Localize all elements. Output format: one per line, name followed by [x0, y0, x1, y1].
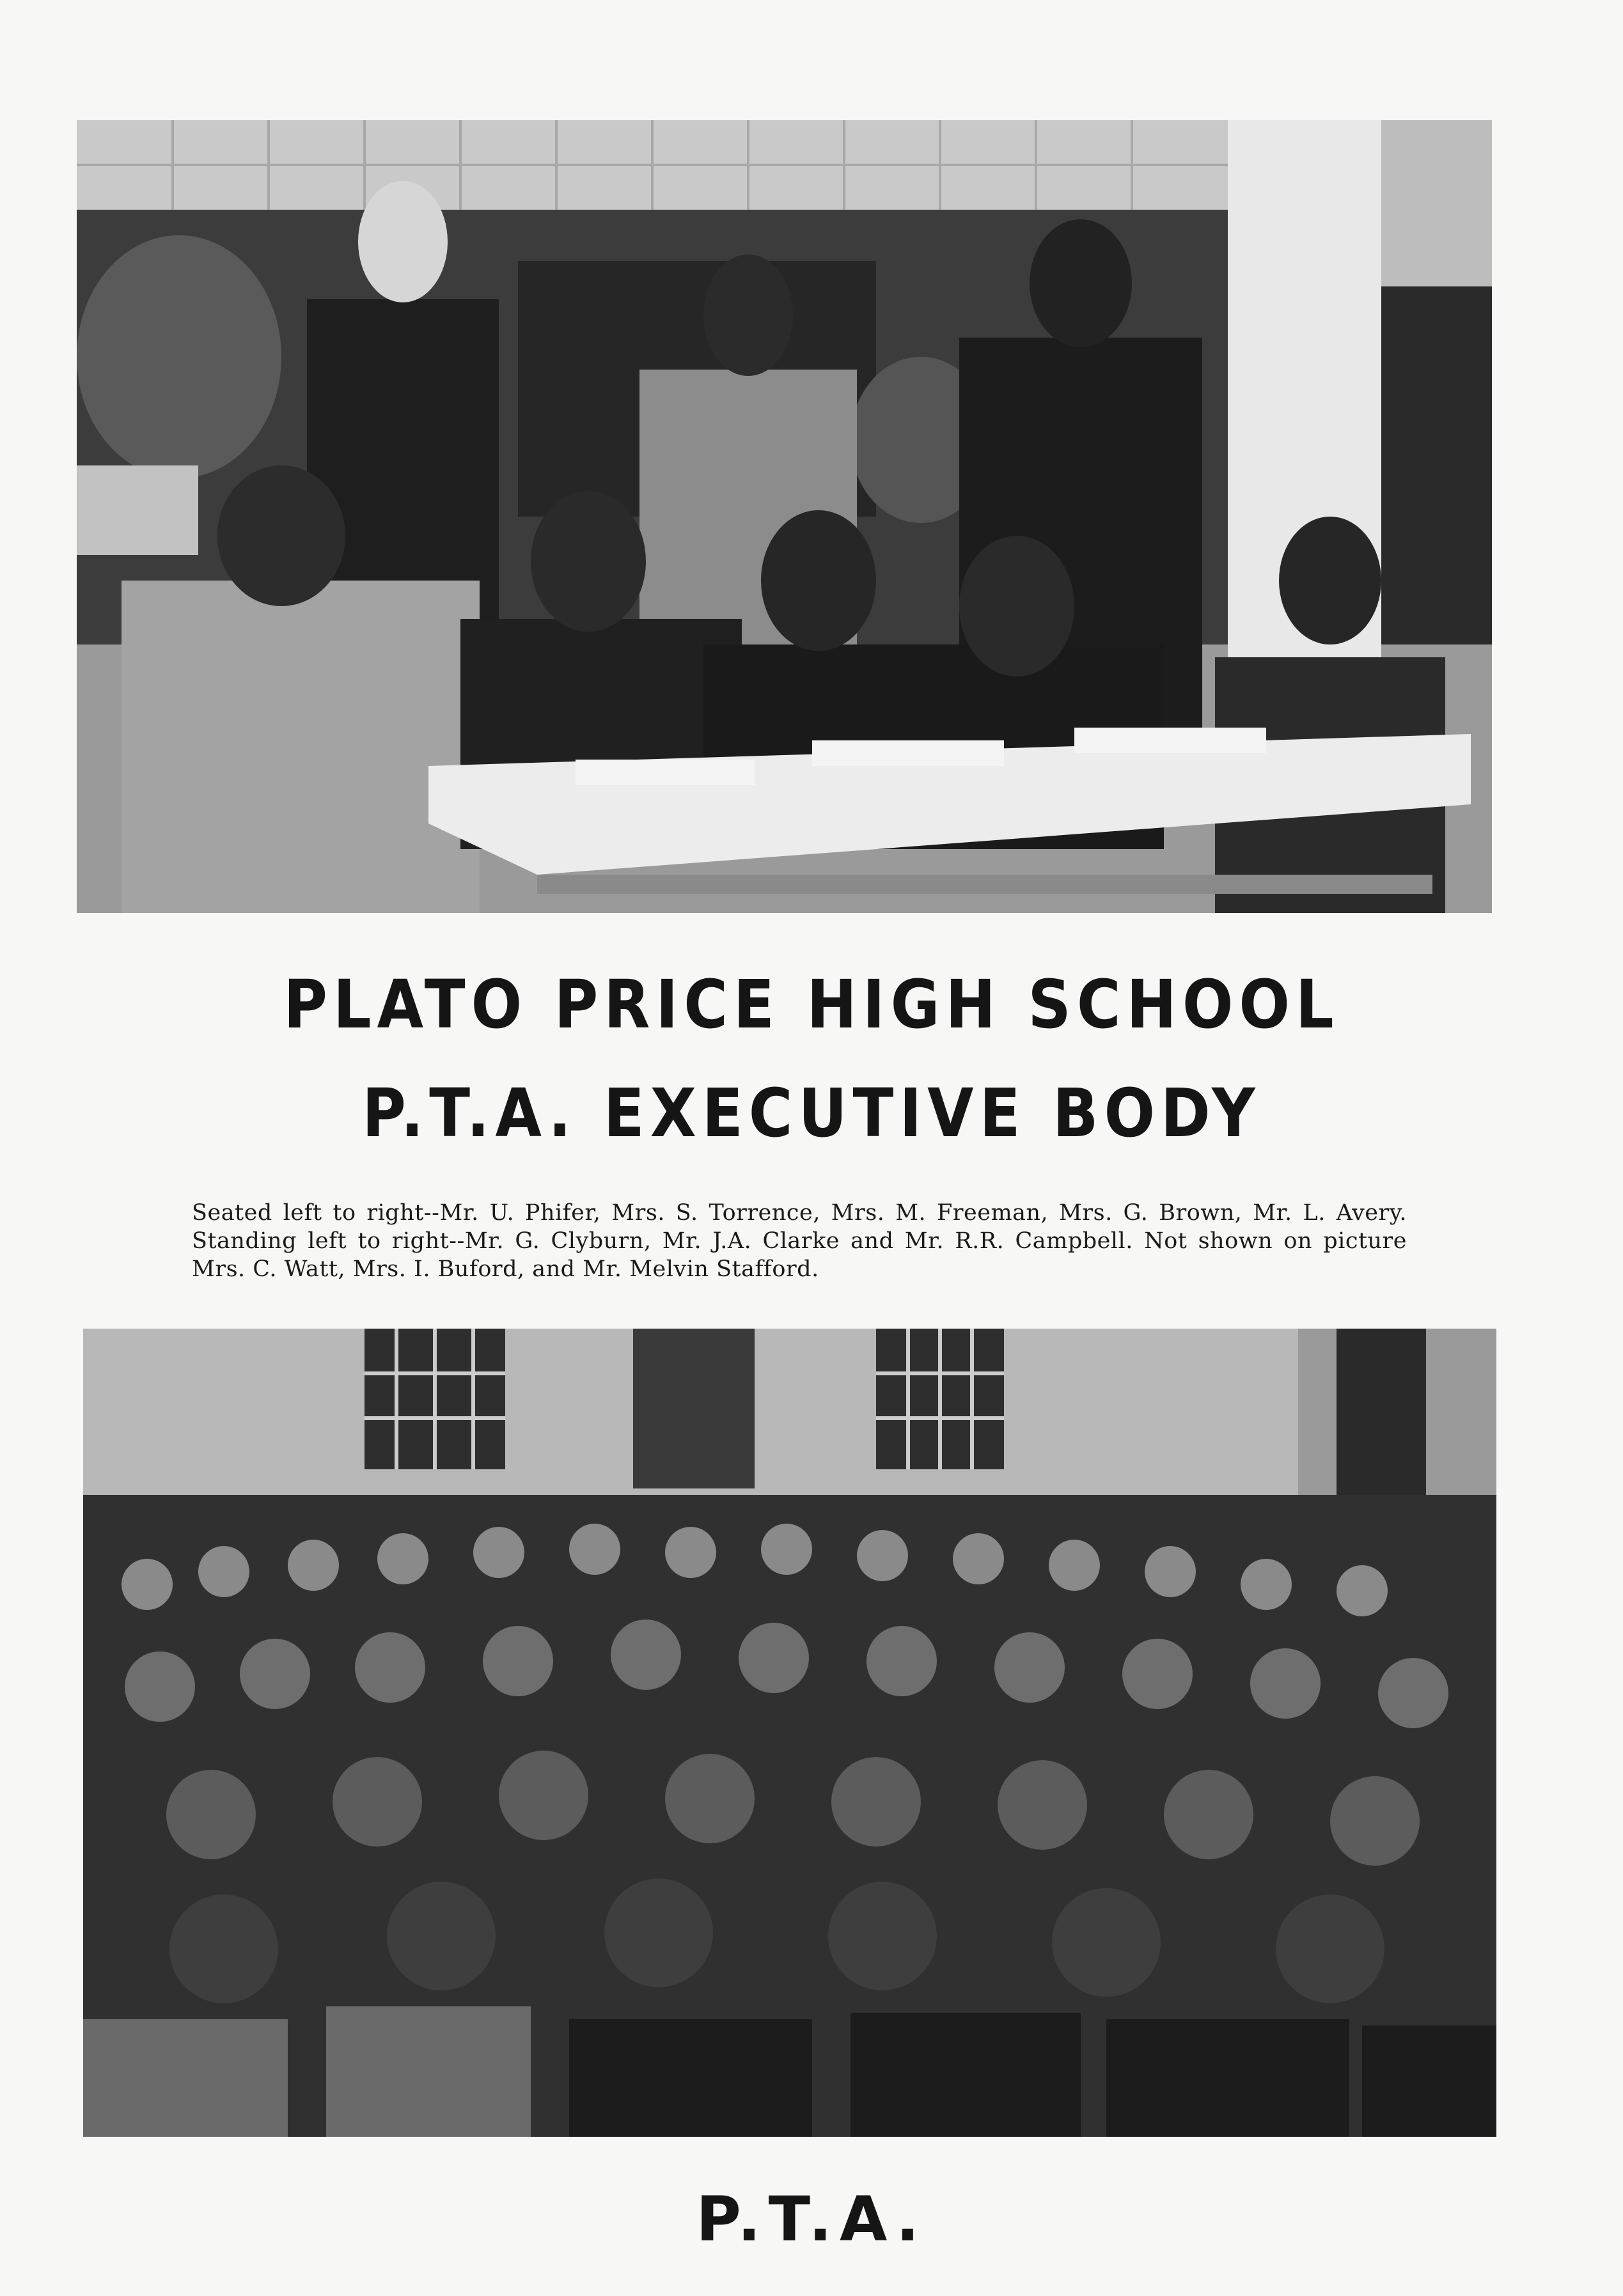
page-title-school: PLATO PRICE HIGH SCHOOL	[283, 965, 1340, 1043]
executive-body-photo	[77, 120, 1492, 913]
pta-audience-photo-illustration	[83, 1329, 1496, 2137]
page-footer-label: P.T.A.	[696, 2183, 927, 2255]
page-title-executive-body: P.T.A. EXECUTIVE BODY	[362, 1074, 1261, 1152]
pta-audience-photo	[83, 1329, 1496, 2137]
executive-body-photo-illustration	[77, 120, 1492, 913]
photo-caption: Seated left to right--Mr. U. Phifer, Mrs. S. Torrence, Mrs. M. Freeman, Mrs. G. Brown, Mr. L. Avery. Standing left to right--Mr. G. Clyburn, Mr. J.A. Clarke and Mr. R.R. Campbell. Not shown on picture Mrs. C. Watt, Mrs. I. Buford, and Mr. Melvin Stafford.	[192, 1200, 1407, 1282]
